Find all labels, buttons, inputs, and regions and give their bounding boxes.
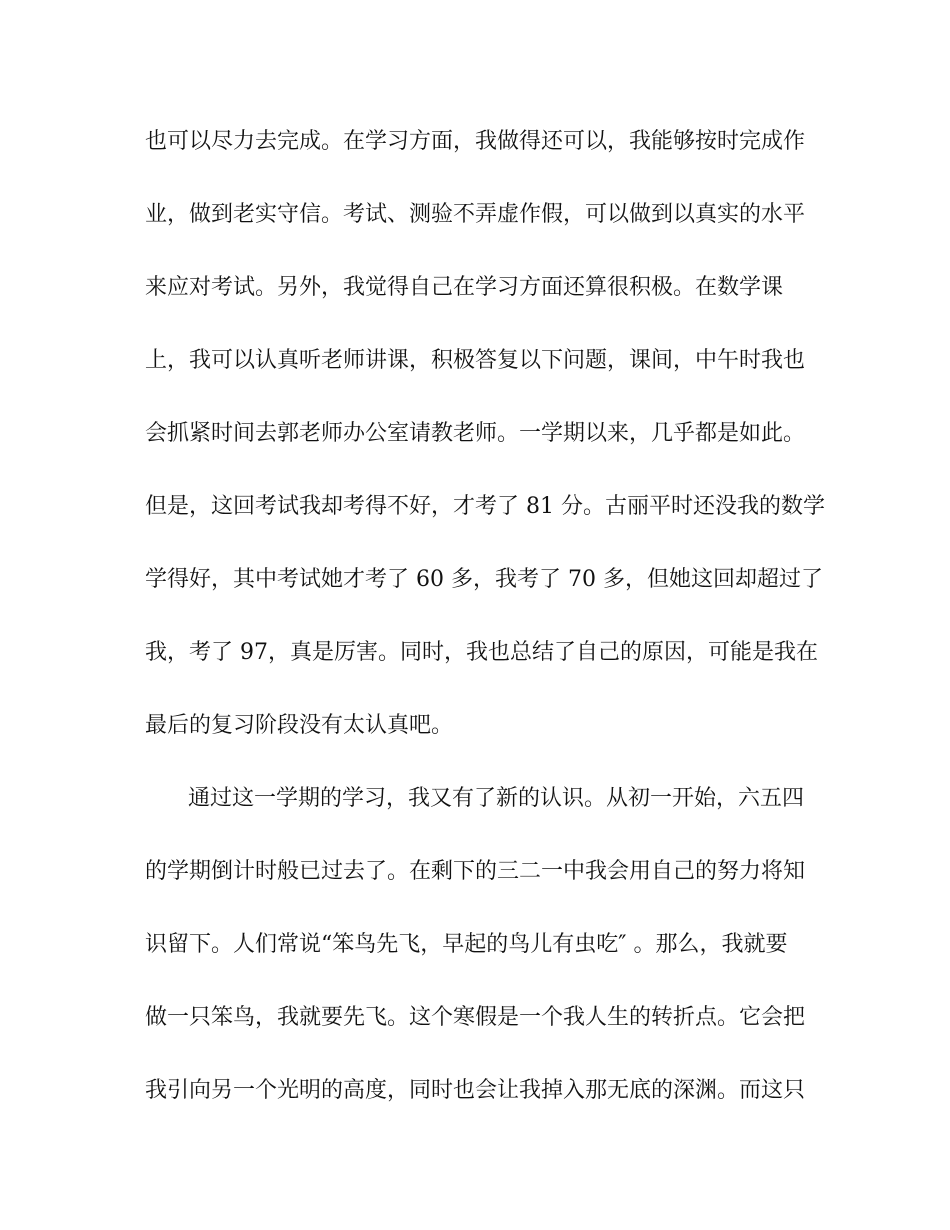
text-line: 识留下。人们常说“笨鸟先飞，早起的鸟儿有虫吃″ 。那么，我就要 <box>145 932 788 957</box>
text-line: 最后的复习阶段没有太认真吧。 <box>145 713 454 738</box>
text-line: 我引向另一个光明的高度，同时也会让我掉入那无底的深渊。而这只 <box>145 1078 806 1103</box>
text-line: 的学期倒计时般已过去了。在剩下的三二一中我会用自己的努力将知 <box>145 859 806 884</box>
paragraph-first-line: 通过这一学期的学习，我又有了新的认识。从初一开始，六五四 <box>188 786 805 811</box>
text-line: 会抓紧时间去郭老师办公室请教老师。一学期以来，几乎都是如此。 <box>145 421 806 446</box>
text-line: 但是，这回考试我却考得不好，才考了 81 分。古丽平时还没我的数学 <box>145 494 825 519</box>
text-line: 上，我可以认真听老师讲课，积极答复以下问题，课间，中午时我也 <box>145 348 806 373</box>
text-line: 做一只笨鸟，我就要先飞。这个寒假是一个我人生的转折点。它会把 <box>145 1005 806 1030</box>
text-line: 学得好，其中考试她才考了 60 多，我考了 70 多，但她这回却超过了 <box>145 567 823 592</box>
text-line: 也可以尽力去完成。在学习方面，我做得还可以，我能够按时完成作 <box>145 129 806 154</box>
text-line: 我，考了 97，真是厉害。同时，我也总结了自己的原因，可能是我在 <box>145 640 818 665</box>
text-line: 业，做到老实守信。考试、测验不弄虚作假，可以做到以真实的水平 <box>145 202 806 227</box>
text-line: 来应对考试。另外，我觉得自己在学习方面还算很积极。在数学课 <box>145 275 784 300</box>
